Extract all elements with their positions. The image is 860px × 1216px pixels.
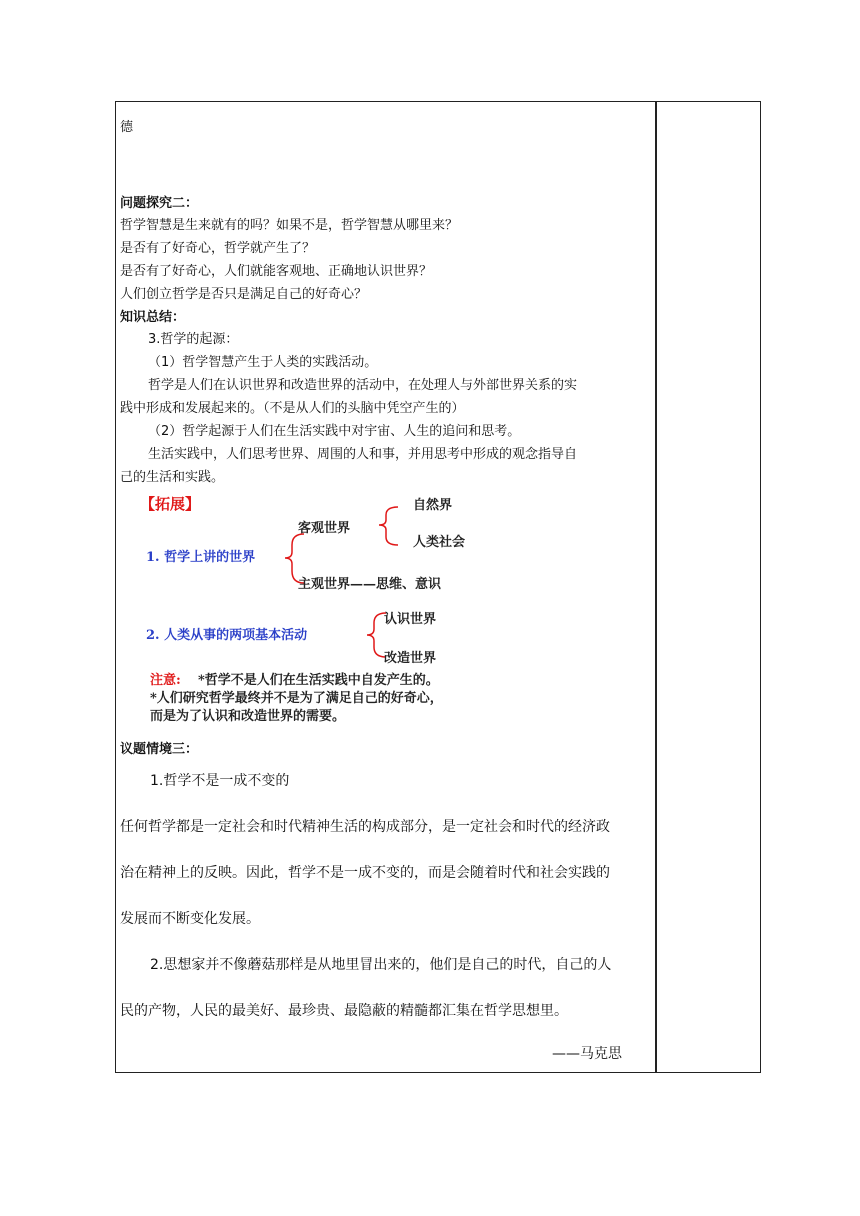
text-line: 生活实践中，人们思考世界、周围的人和事，并用思考中形成的观念指导自 xyxy=(148,447,578,462)
paragraph-line: 治在精神上的反映。因此，哲学不是一成不变的，而是会随着时代和社会实践的 xyxy=(120,865,610,881)
extension-tag: 【拓展】 xyxy=(140,495,201,513)
text-line: 德 xyxy=(120,120,134,135)
text-line: （1）哲学智慧产生于人类的实践活动。 xyxy=(148,355,378,370)
section-heading-q2: 问题探究二： xyxy=(120,196,199,211)
society-label: 人类社会 xyxy=(413,535,466,550)
paragraph-line: 民的产物，人民的最美好、最珍贵、最隐蔽的精髓都汇集在哲学思想里。 xyxy=(120,1003,568,1019)
text-line: 是否有了好奇心，哲学就产生了？ xyxy=(120,241,316,256)
item1-label: 1. 哲学上讲的世界 xyxy=(146,550,256,565)
objective-label: 客观世界 xyxy=(298,521,351,536)
note-label: 注意: xyxy=(150,673,181,688)
nature-label: 自然界 xyxy=(413,498,453,513)
subjective-label: 主观世界——思维、意识 xyxy=(298,577,442,592)
brace-world xyxy=(285,534,304,583)
transform-label: 改造世界 xyxy=(384,651,437,666)
section-heading-topic3: 议题情境三： xyxy=(120,742,199,757)
text-line: （2）哲学起源于人们在生活实践中对宇宙、人生的追问和思考。 xyxy=(148,424,521,439)
paragraph-heading: 1.哲学不是一成不变的 xyxy=(150,773,290,789)
text-line: 己的生活和实践。 xyxy=(120,470,225,485)
column-divider xyxy=(655,101,657,1073)
section-heading-summary: 知识总结： xyxy=(120,310,186,325)
item2-label: 2. 人类从事的两项基本活动 xyxy=(146,628,308,643)
quote-author: ——马克思 xyxy=(552,1046,622,1062)
extension-diagram xyxy=(120,489,652,723)
note-line: 而是为了认识和改造世界的需要。 xyxy=(150,709,346,723)
text-line: 3.哲学的起源： xyxy=(148,332,239,347)
text-line: 哲学智慧是生来就有的吗？如果不是，哲学智慧从哪里来？ xyxy=(120,218,459,233)
note-line: *哲学不是人们在生活实践中自发产生的。 xyxy=(198,673,439,688)
paragraph-line: 任何哲学都是一定社会和时代精神生活的构成部分，是一定社会和时代的经济政 xyxy=(120,819,610,835)
text-line: 是否有了好奇心，人们就能客观地、正确地认识世界？ xyxy=(120,264,433,279)
text-line: 践中形成和发展起来的。（不是从人们的头脑中凭空产生的） xyxy=(120,401,465,416)
text-line: 哲学是人们在认识世界和改造世界的活动中，在处理人与外部世界关系的实 xyxy=(148,378,578,393)
paragraph-line: 发展而不断变化发展。 xyxy=(120,911,260,927)
brace-objective xyxy=(379,507,398,545)
know-label: 认识世界 xyxy=(384,612,437,627)
note-line: *人们研究哲学最终并不是为了满足自己的好奇心， xyxy=(150,691,443,706)
text-line: 人们创立哲学是否只是满足自己的好奇心？ xyxy=(120,287,368,302)
paragraph-line: 2.思想家并不像蘑菇那样是从地里冒出来的，他们是自己的时代，自己的人 xyxy=(150,957,612,973)
